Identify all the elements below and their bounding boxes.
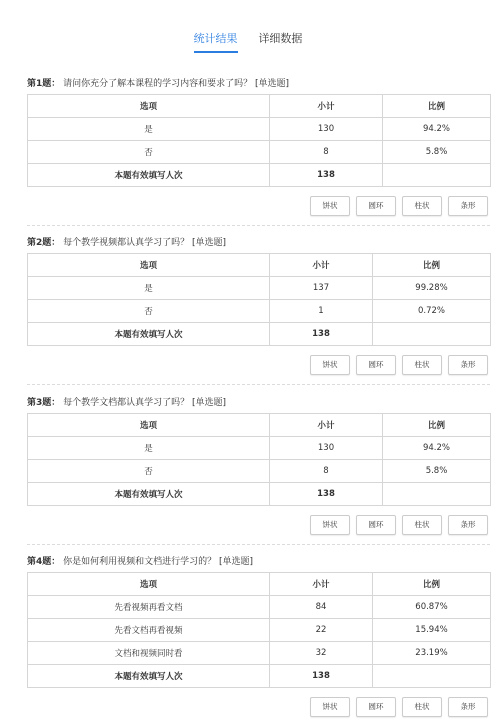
option-cell: 先看视频再看文档 xyxy=(28,596,270,619)
count-cell: 130 xyxy=(270,118,383,141)
chart-type-buttons xyxy=(310,515,490,535)
total-empty xyxy=(383,164,491,187)
pie-chart-button[interactable]: 饼状 xyxy=(310,196,350,216)
table-row xyxy=(28,596,491,619)
question-title: 第2题： 每个教学视频都认真学习了吗？ [单选题] xyxy=(27,238,227,248)
column-ratio: 比例 xyxy=(383,414,491,437)
total-count: 138 xyxy=(270,483,383,506)
bar-chart-button[interactable]: 条形 xyxy=(448,196,488,216)
ratio-cell: 0.72% xyxy=(373,300,491,323)
column-count: 小计 xyxy=(270,254,373,277)
ratio-cell: 23.19% xyxy=(373,642,491,665)
count-cell: 84 xyxy=(270,596,373,619)
option-cell: 是 xyxy=(28,118,270,141)
bar-chart-button[interactable]: 条形 xyxy=(448,515,488,535)
bar-chart-button[interactable]: 条形 xyxy=(448,355,488,375)
table-row xyxy=(28,141,491,164)
question-3 xyxy=(27,395,490,543)
count-cell: 22 xyxy=(270,619,373,642)
ring-chart-button[interactable]: 圆环 xyxy=(356,515,396,535)
pie-chart-button[interactable]: 饼状 xyxy=(310,697,350,717)
count-cell: 130 xyxy=(270,437,383,460)
column-option: 选项 xyxy=(28,254,270,277)
chart-type-buttons xyxy=(310,697,490,717)
section-divider xyxy=(27,544,490,545)
question-4 xyxy=(27,554,490,722)
total-count: 138 xyxy=(270,164,383,187)
result-table xyxy=(27,413,491,506)
table-row xyxy=(28,118,491,141)
total-label: 本题有效填写人次 xyxy=(28,483,270,506)
question-title: 第3题： 每个教学文档都认真学习了吗？ [单选题] xyxy=(27,398,227,408)
bar-chart-button[interactable]: 条形 xyxy=(448,697,488,717)
total-label: 本题有效填写人次 xyxy=(28,665,270,688)
question-title: 第4题： 你是如何利用视频和文档进行学习的？ [单选题] xyxy=(27,557,254,567)
option-cell: 先看文档再看视频 xyxy=(28,619,270,642)
ring-chart-button[interactable]: 圆环 xyxy=(356,196,396,216)
chart-type-buttons xyxy=(310,355,490,375)
table-row xyxy=(28,460,491,483)
tab-detail-data[interactable]: 详细数据 xyxy=(258,32,303,45)
count-cell: 8 xyxy=(270,141,383,164)
table-header xyxy=(28,573,491,596)
question-1 xyxy=(27,76,490,224)
result-table xyxy=(27,94,491,187)
result-table xyxy=(27,572,491,688)
total-row xyxy=(28,323,491,346)
table-row xyxy=(28,619,491,642)
total-empty xyxy=(373,665,491,688)
table-row xyxy=(28,642,491,665)
total-row xyxy=(28,483,491,506)
total-label: 本题有效填写人次 xyxy=(28,164,270,187)
option-cell: 否 xyxy=(28,460,270,483)
total-empty xyxy=(383,483,491,506)
column-ratio: 比例 xyxy=(383,95,491,118)
question-2 xyxy=(27,235,490,383)
total-empty xyxy=(373,323,491,346)
column-count: 小计 xyxy=(270,414,383,437)
chart-type-buttons xyxy=(310,196,490,216)
column-ratio: 比例 xyxy=(373,573,491,596)
ring-chart-button[interactable]: 圆环 xyxy=(356,355,396,375)
count-cell: 1 xyxy=(270,300,373,323)
option-cell: 是 xyxy=(28,437,270,460)
question-title: 第1题： 请问你充分了解本课程的学习内容和要求了吗？ [单选题] xyxy=(27,79,290,89)
table-row xyxy=(28,277,491,300)
ratio-cell: 99.28% xyxy=(373,277,491,300)
ring-chart-button[interactable]: 圆环 xyxy=(356,697,396,717)
ratio-cell: 15.94% xyxy=(373,619,491,642)
ratio-cell: 94.2% xyxy=(383,437,491,460)
total-count: 138 xyxy=(270,323,373,346)
column-option: 选项 xyxy=(28,573,270,596)
column-ratio: 比例 xyxy=(373,254,491,277)
option-cell: 是 xyxy=(28,277,270,300)
section-divider xyxy=(27,384,490,385)
column-option: 选项 xyxy=(28,414,270,437)
ratio-cell: 94.2% xyxy=(383,118,491,141)
column-chart-button[interactable]: 柱状 xyxy=(402,515,442,535)
table-row xyxy=(28,300,491,323)
section-divider xyxy=(27,225,490,226)
ratio-cell: 5.8% xyxy=(383,141,491,164)
tab-statistics[interactable]: 统计结果 xyxy=(194,30,238,53)
ratio-cell: 5.8% xyxy=(383,460,491,483)
option-cell: 否 xyxy=(28,300,270,323)
column-count: 小计 xyxy=(270,573,373,596)
column-count: 小计 xyxy=(270,95,383,118)
count-cell: 137 xyxy=(270,277,373,300)
table-row xyxy=(28,437,491,460)
count-cell: 32 xyxy=(270,642,373,665)
count-cell: 8 xyxy=(270,460,383,483)
option-cell: 文档和视频同时看 xyxy=(28,642,270,665)
result-tabs xyxy=(0,30,496,50)
table-header xyxy=(28,414,491,437)
total-count: 138 xyxy=(270,665,373,688)
total-row xyxy=(28,164,491,187)
table-header xyxy=(28,95,491,118)
column-chart-button[interactable]: 柱状 xyxy=(402,196,442,216)
column-chart-button[interactable]: 柱状 xyxy=(402,697,442,717)
result-table xyxy=(27,253,491,346)
ratio-cell: 60.87% xyxy=(373,596,491,619)
total-row xyxy=(28,665,491,688)
total-label: 本题有效填写人次 xyxy=(28,323,270,346)
column-chart-button[interactable]: 柱状 xyxy=(402,355,442,375)
column-option: 选项 xyxy=(28,95,270,118)
pie-chart-button[interactable]: 饼状 xyxy=(310,515,350,535)
table-header xyxy=(28,254,491,277)
pie-chart-button[interactable]: 饼状 xyxy=(310,355,350,375)
option-cell: 否 xyxy=(28,141,270,164)
